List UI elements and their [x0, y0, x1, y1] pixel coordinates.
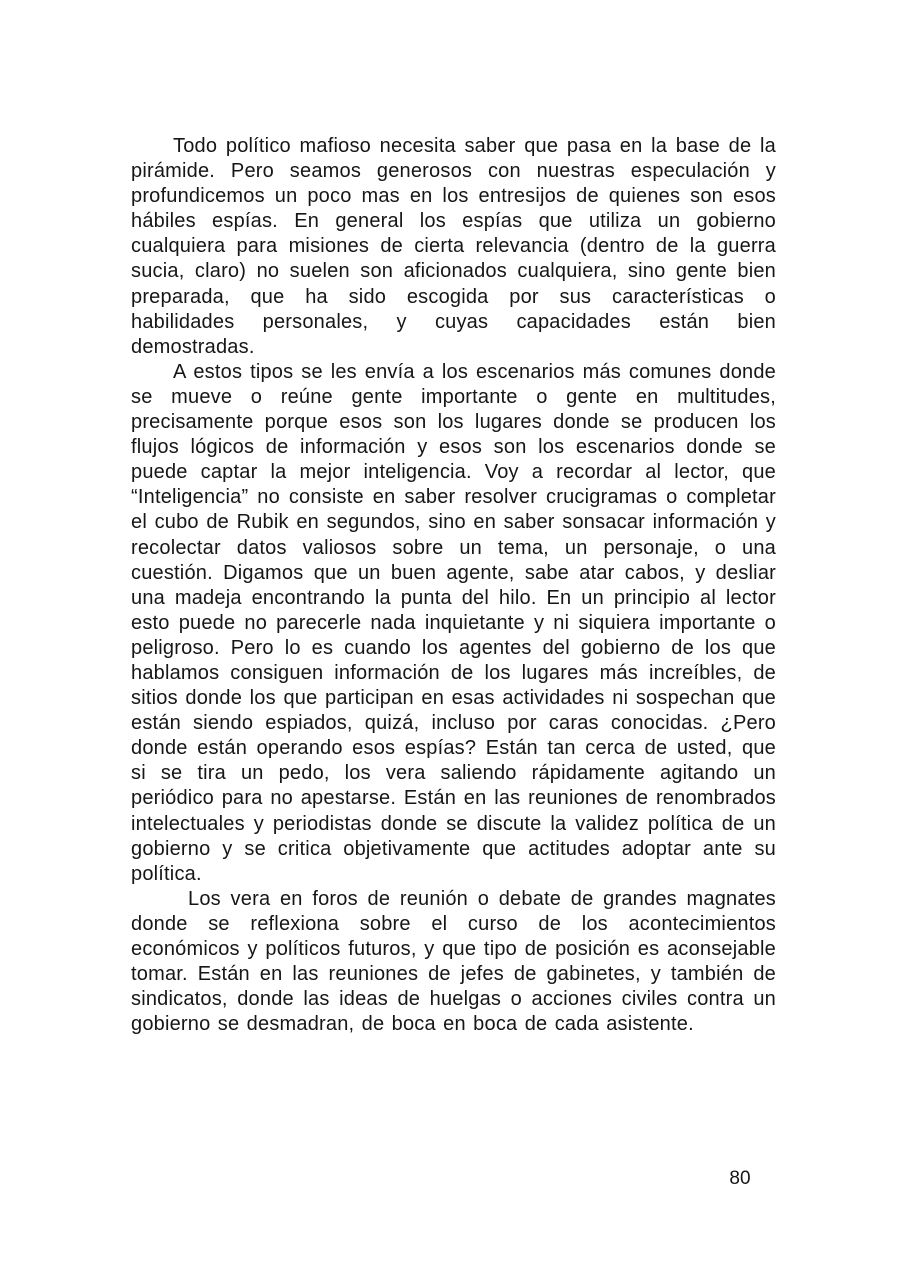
paragraph-1: Todo político mafioso necesita saber que pasa en la base de la pirámide. Pero seamos generosos con nuestras especulación y profundicemos un poco mas en los entresijos de quienes son esos hábiles espías. En general los espías que utiliza un gobierno cualquiera para misiones de cierta relevancia (dentro de la guerra sucia, claro) no suelen son aficionados cualquiera, sino gente bien preparada, que ha sido escogida por sus características o habilidades personales, y cuyas capacidades están bien demostradas.	[131, 135, 776, 358]
page-number: 80	[729, 1168, 751, 1189]
text-block	[131, 134, 776, 1037]
paragraph-3: Los vera en foros de reunión o debate de grandes magnates donde se reflexiona sobre el curso de los acontecimientos económicos y políticos futuros, y que tipo de posición es aconsejable tomar. Están en las reuniones de jefes de gabinetes, y también de sindicatos, donde las ideas de huelgas o acciones civiles contra un gobierno se desmadran, de boca en boca de cada asistente.	[131, 887, 776, 1036]
paragraph-2: A estos tipos se les envía a los escenarios más comunes donde se mueve o reúne gente importante o gente en multitudes, precisamente porque esos son los lugares donde se producen los flujos lógicos de información y esos son los escenarios donde se puede captar la mejor inteligencia. Voy a recordar al lector, que “Inteligencia” no consiste en saber resolver crucigramas o completar el cubo de Rubik en segundos, sino en saber sonsacar información y recolectar datos valiosos sobre un tema, un personaje, o una cuestión. Digamos que un buen agente, sabe atar cabos, y desliar una madeja encontrando la punta del hilo. En un principio al lector esto puede no parecerle nada inquietante y ni siquiera importante o peligroso. Pero lo es cuando los agentes del gobierno de los que hablamos consiguen información de los lugares más increíbles, de sitios donde los que participan en esas actividades ni sospechan que están siendo espiados, quizá, incluso por caras conocidas. ¿Pero donde están operando esos espías? Están tan cerca de usted, que si se tira un pedo, los vera saliendo rápidamente agitando un periódico para no apestarse. Están en las reuniones de renombrados intelectuales y periodistas donde se discute la validez política de un gobierno y se critica objetivamente que actitudes adoptar ante su política.	[131, 360, 776, 885]
